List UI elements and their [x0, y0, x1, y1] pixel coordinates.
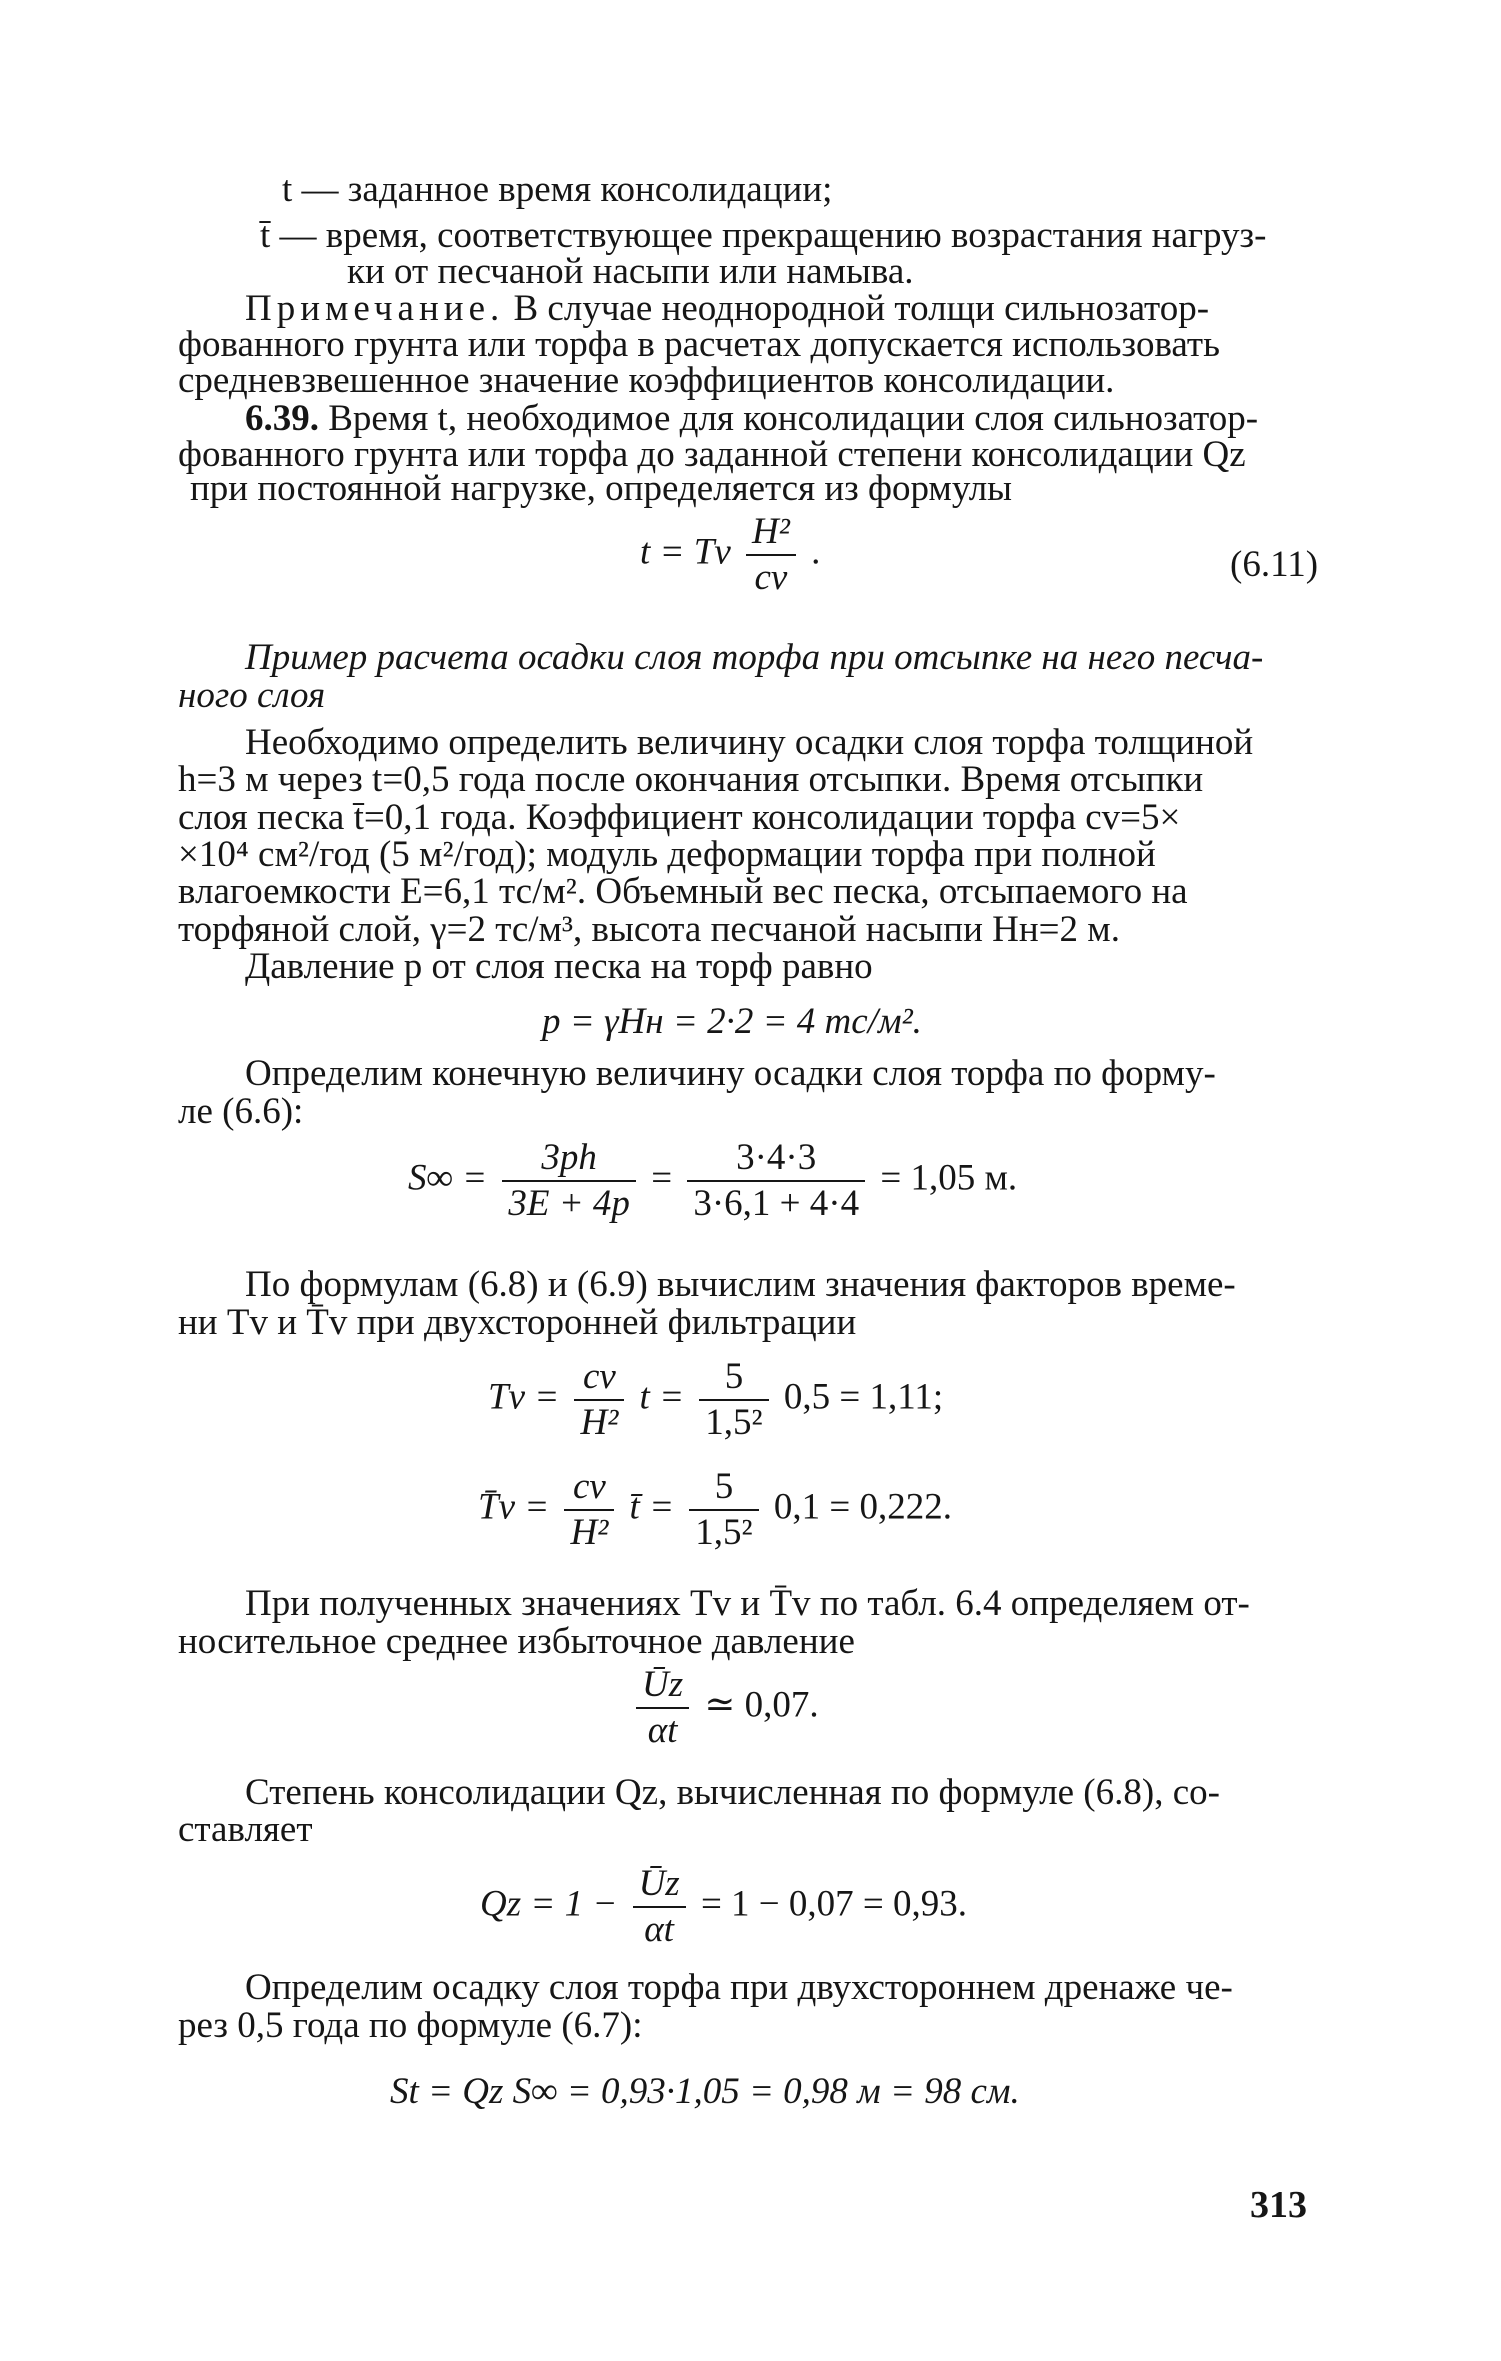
equation-label-6-11: (6.11) — [1230, 544, 1319, 585]
fraction: $\frac{5}{\text{1,5²}}$ — [699, 1355, 768, 1445]
formula-average-pressure: $\frac{Ūz}{\alpha t}$ ≃ 0,07. — [630, 1663, 819, 1753]
fraction: $\frac{cv}{\text{H²}}$ — [574, 1355, 624, 1445]
time-factors-text-1: По формулам (6.8) и (6.9) вычислим значения факторов време- — [245, 1264, 1236, 1305]
fraction: $\frac{cv}{\text{H²}}$ — [564, 1465, 614, 1555]
note-line-2: фованного грунта или торфа в расчетах допускается использовать — [178, 324, 1220, 365]
example-text-1: Необходимо определить величину осадки слоя торфа толщиной — [245, 722, 1254, 763]
average-pressure-text-1: При полученных значениях Tv и T̄v по табл. 6.4 определяем от- — [245, 1583, 1250, 1624]
formula-time-factor-bar: T̄v = $\frac{cv}{\text{H²}}$ t̄ = $\frac{5}{\text{1,5²}}$ 0,1 = 0,222. — [478, 1466, 953, 1553]
example-text-2: h=3 м через t=0,5 года после окончания отсыпки. Время отсыпки — [178, 759, 1204, 800]
formula-final-settlement: S∞ = $\frac{3ph}{3E + 4p}$ = $\frac{3\cdot 4\cdot 3}{3\cdot 6,1 + 4\cdot 4}$ = 1,05 м. — [408, 1137, 1018, 1224]
paragraph-6-39-line-2: фованного грунта или торфа до заданной степени консолидации Qz — [178, 434, 1246, 475]
fraction: $\frac{5}{\text{1,5²}}$ — [689, 1465, 758, 1555]
example-text-6: торфяной слой, γ=2 тс/м³, высота песчаной насыпи Hн=2 м. — [178, 909, 1120, 950]
time-factors-text-2: ни Tv и T̄v при двухсторонней фильтрации — [178, 1302, 857, 1343]
paragraph-6-39 — [245, 399, 1258, 439]
formula-time-factor: Tv = $\frac{cv}{\text{H²}}$ t = $\frac{5}{\text{1,5²}}$ 0,5 = 1,11; — [488, 1356, 944, 1443]
note-line-3: средневзвешенное значение коэффициентов консолидации. — [178, 360, 1115, 401]
fraction: $\frac{3\cdot 4\cdot 3}{3\cdot 6,1 + 4\cdot 4}$ — [687, 1136, 865, 1226]
paragraph-6-39-line-3: при постоянной нагрузке, определяется из формулы — [190, 468, 1013, 509]
example-text-4: ×10⁴ см²/год (5 м²/год); модуль деформации торфа при полной — [178, 834, 1156, 875]
formula-degree-consolidation: Qz = 1 − $\frac{Ūz}{\alpha t}$ = 1 − 0,07 = 0,93. — [480, 1863, 968, 1950]
example-text-5: влагоемкости E=6,1 тс/м². Объемный вес песка, отсыпаемого на — [178, 871, 1188, 912]
formula-6-11: t = Tv $\frac{\text{H²}}{cv}$ . — [640, 511, 821, 598]
pressure-text: Давление p от слоя песка на торф равно — [245, 946, 873, 987]
note-heading: Примечание. — [245, 288, 505, 329]
page-number: 313 — [1250, 2184, 1307, 2226]
consolidation-text-2: ставляет — [178, 1809, 313, 1850]
example-text-3: слоя песка t̄=0,1 года. Коэффициент консолидации торфа cv=5× — [178, 797, 1181, 838]
drainage-text-1: Определим осадку слоя торфа при двухстороннем дренаже че- — [245, 1967, 1233, 2008]
fraction: $\frac{Ūz}{\alpha t}$ — [633, 1862, 686, 1952]
definition-t-bar: t̄ — время, соответствующее прекращению возрастания нагруз- — [260, 215, 1267, 256]
example-heading-cont: ного слоя — [178, 675, 326, 716]
note-paragraph — [245, 289, 1209, 329]
example-heading: Пример расчета осадки слоя торфа при отсыпке на него песча- — [245, 637, 1264, 678]
fraction: $\frac{Ūz}{\alpha t}$ — [636, 1663, 689, 1753]
paragraph-text: Время t, необходимое для консолидации слоя сильнозатор- — [328, 398, 1259, 439]
settlement-text-1: Определим конечную величину осадки слоя торфа по форму- — [245, 1053, 1216, 1094]
note-text: В случае неоднородной толщи сильнозатор- — [513, 288, 1210, 329]
formula-pressure: p = γHн = 2·2 = 4 тс/м². — [542, 1001, 922, 1042]
definition-t-bar-cont: ки от песчаной насыпи или намыва. — [347, 251, 914, 292]
definition-t: t — заданное время консолидации; — [282, 169, 833, 210]
fraction: $\frac{\text{H²}}{cv}$ — [746, 510, 796, 600]
consolidation-text-1: Степень консолидации Qz, вычисленная по формуле (6.8), со- — [245, 1772, 1220, 1813]
fraction: $\frac{3ph}{3E + 4p}$ — [502, 1136, 636, 1226]
drainage-text-2: рез 0,5 года по формуле (6.7): — [178, 2005, 643, 2046]
paragraph-number: 6.39. — [245, 398, 319, 439]
formula-settlement-time: St = Qz S∞ = 0,93·1,05 = 0,98 м = 98 см. — [390, 2071, 1020, 2112]
average-pressure-text-2: носительное среднее избыточное давление — [178, 1621, 855, 1662]
settlement-text-2: ле (6.6): — [178, 1091, 304, 1132]
